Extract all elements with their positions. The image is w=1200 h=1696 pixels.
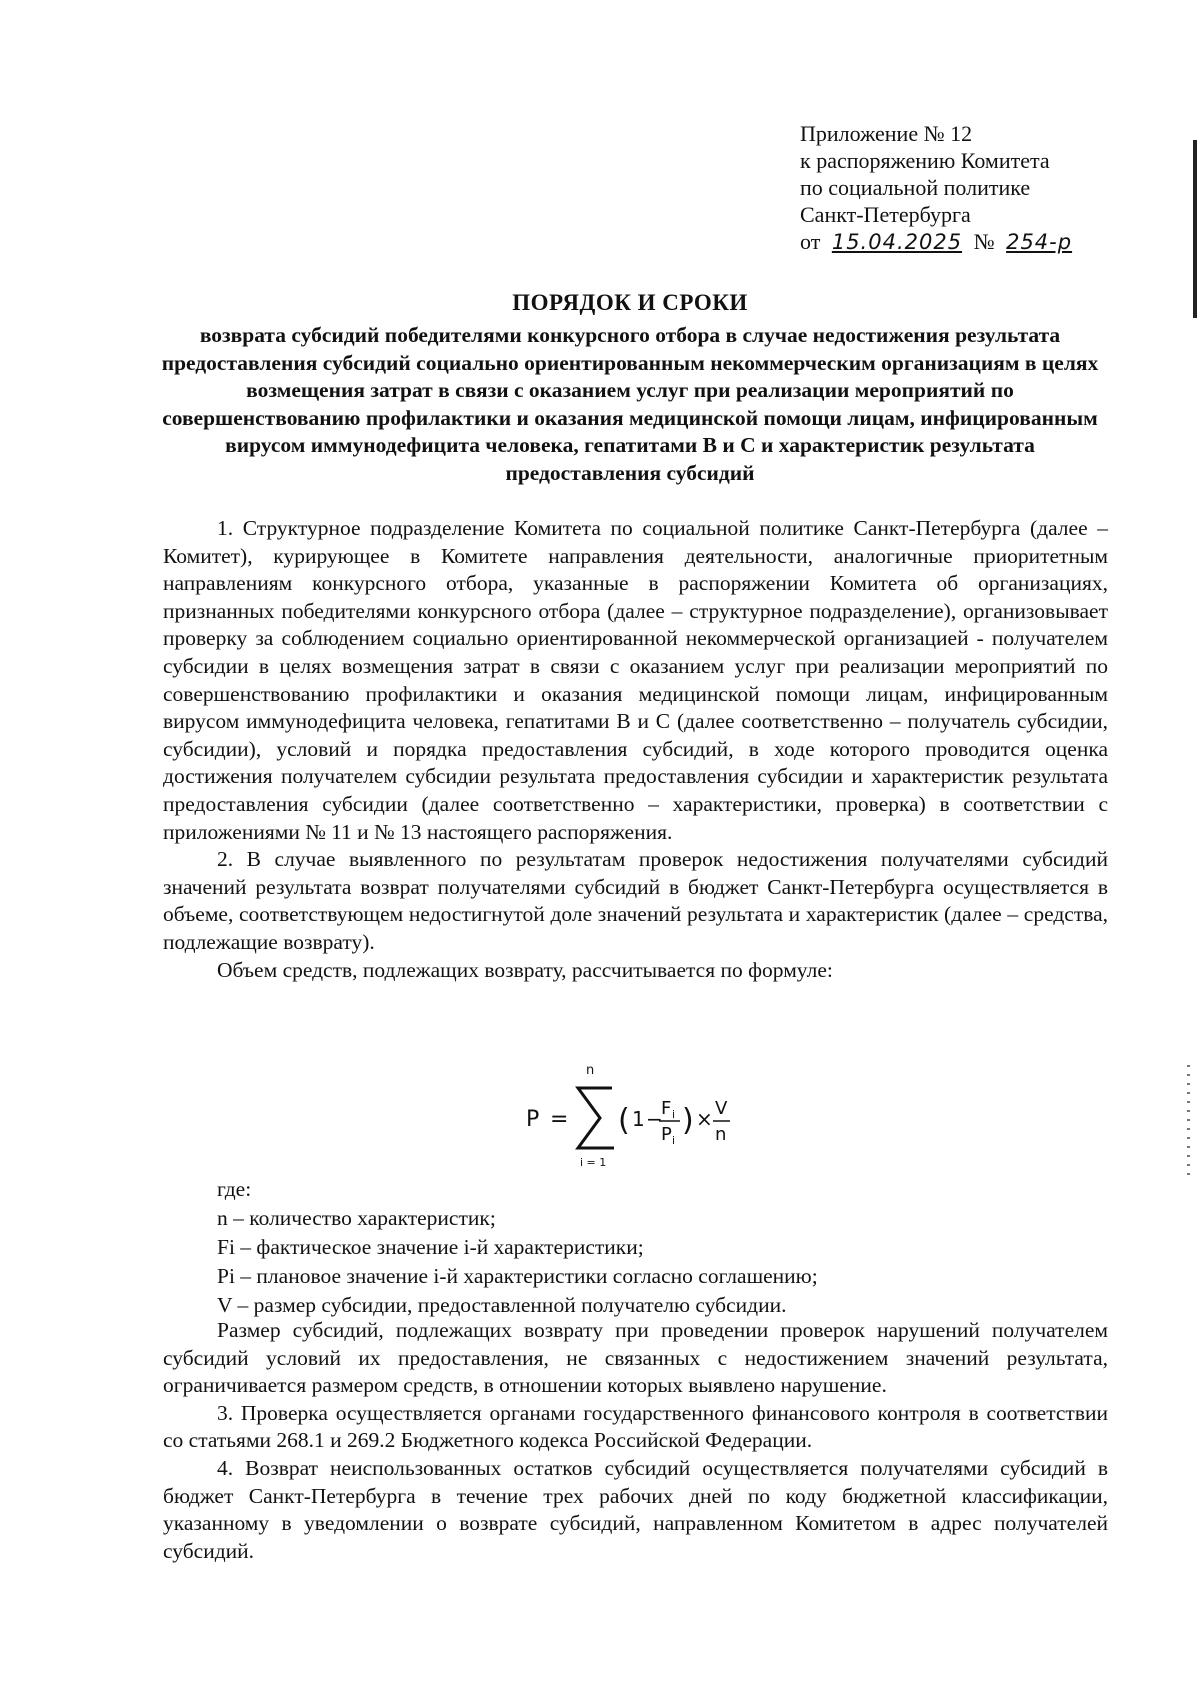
definition-f: Fi – фактическое значение i-й характеристики; — [217, 1235, 644, 1259]
paragraph-3-control: 3. Проверка осуществляется органами государственного финансового контроля в соответствии со статьями 268.1 и 269.2 Бюджетного кодекса Российской Федерации. — [163, 1400, 1108, 1453]
formula-den-subscript: i — [672, 1134, 676, 1147]
definition-p: Pi – плановое значение i-й характеристики согласно соглашению; — [217, 1264, 818, 1288]
main-text-continued — [163, 1317, 1108, 1565]
sigma-icon — [578, 1088, 614, 1148]
formula-n: n — [715, 1124, 727, 1145]
paragraph-4-return: 4. Возврат неиспользованных остатков субсидий осуществляется получателями субсидий в бюджет Санкт-Петербурга в течение трех рабочих дней по коду бюджетной классификации, указанному в уведомлении о возврате субсидий, направленном Комитетом в адрес получателей субсидий. — [163, 1455, 1108, 1563]
appendix-city: Санкт-Петербурга — [800, 202, 971, 227]
paragraph-2: 2. В случае выявленного по результатам проверок недостижения получателями субсидий значений результата возврат получателями субсидий в бюджет Санкт-Петербурга осуществляется в объеме, соответствующем недостигнутой доле значений результата и характеристик (далее – средства, подлежащие возврату). — [163, 847, 1108, 954]
handwritten-number: 254-р — [1006, 230, 1073, 254]
formula-v: V — [715, 1098, 728, 1119]
definition-v: V – размер субсидии, предоставленной получателю субсидии. — [217, 1293, 787, 1317]
document-title: ПОРЯДОК И СРОКИ — [512, 290, 748, 315]
definition-n: n – количество характеристик; — [217, 1206, 496, 1230]
appendix-header — [800, 120, 1130, 256]
appendix-order-ref: к распоряжению Комитета — [800, 148, 1050, 173]
formula-graphic — [520, 1060, 760, 1170]
paragraph-1: 1. Структурное подразделение Комитета по социальной политике Санкт-Петербурга (далее – Комитет), курирующее в Комитете направления деятельности, аналогичные приоритетным направлениям конкурсного отбора, указанные в распоряжении Комитета об организациях, признанных победителями конкурсного отбора (далее – структурное подразделение), организовывает проверку за соблюдением социально ориентированной некоммерческой организацией - получателем субсидии в целях возмещения затрат в связи с оказанием услуг при реализации мероприятий по совершенствованию профилактики и оказания медицинской помощи лицам, инфицированным вирусом иммунодефицита человека, гепатитами В и С (далее соответственно – получатель субсидии, субсидии), условий и порядка предоставления субсидий, в ходе которого проводится оценка достижения получателем субсидии результата предоставления субсидии и характеристик результата предоставления субсидии (далее соответственно – характеристики, проверка) в соответствии с приложениями № 11 и № 13 настоящего распоряжения. — [163, 516, 1108, 844]
formula-lhs: P — [526, 1107, 540, 1132]
formula-rparen: ) — [682, 1103, 694, 1138]
formula-num-subscript: i — [672, 1108, 676, 1121]
number-prefix: № — [973, 229, 995, 254]
formula-lparen: ( — [618, 1103, 630, 1138]
formula-equals: = — [550, 1107, 569, 1132]
appendix-committee: по социальной политике — [800, 175, 1031, 200]
paragraph-4: Размер субсидий, подлежащих возврату при проведении проверок нарушений получателем субсидий условий их предоставления, не связанных с недостижением значений результата, ограничивается размером средств, в отношении которых выявлено нарушение. — [163, 1318, 1108, 1398]
formula-sum-upper: n — [586, 1063, 595, 1078]
formula-times: × — [696, 1107, 713, 1131]
formula-minus: − — [646, 1107, 663, 1131]
formula-denominator: P — [661, 1124, 672, 1145]
appendix-number: Приложение № 12 — [800, 121, 973, 146]
formula-sum-lower: i = 1 — [580, 1156, 607, 1169]
margin-stamp-mark — [1193, 140, 1197, 318]
formula-numerator: F — [661, 1098, 672, 1119]
return-formula — [520, 1060, 760, 1170]
document-subtitle: возврата субсидий победителями конкурсного отбора в случае недостижения результата предоставления субсидий социально ориентированным некоммерческим организациям в целях возмещения затрат в связи с оказанием услуг при реализации мероприятий по совершенствованию профилактики и оказания медицинской помощи лицам, инфицированным вирусом иммунодефицита человека, гепатитами В и С и характеристик результата предоставления субсидий — [161, 323, 1099, 485]
formula-one: 1 — [632, 1107, 645, 1131]
paragraph-formula-intro: Объем средств, подлежащих возврату, рассчитывается по формуле: — [217, 957, 833, 982]
main-text — [163, 515, 1108, 984]
margin-scan-marks — [1187, 1065, 1190, 1175]
definition-where: где: — [217, 1177, 252, 1201]
appendix-date-line — [800, 228, 1130, 256]
formula-definitions — [163, 1175, 1108, 1320]
date-prefix: от — [800, 229, 821, 254]
handwritten-date: 15.04.2025 — [831, 230, 963, 254]
